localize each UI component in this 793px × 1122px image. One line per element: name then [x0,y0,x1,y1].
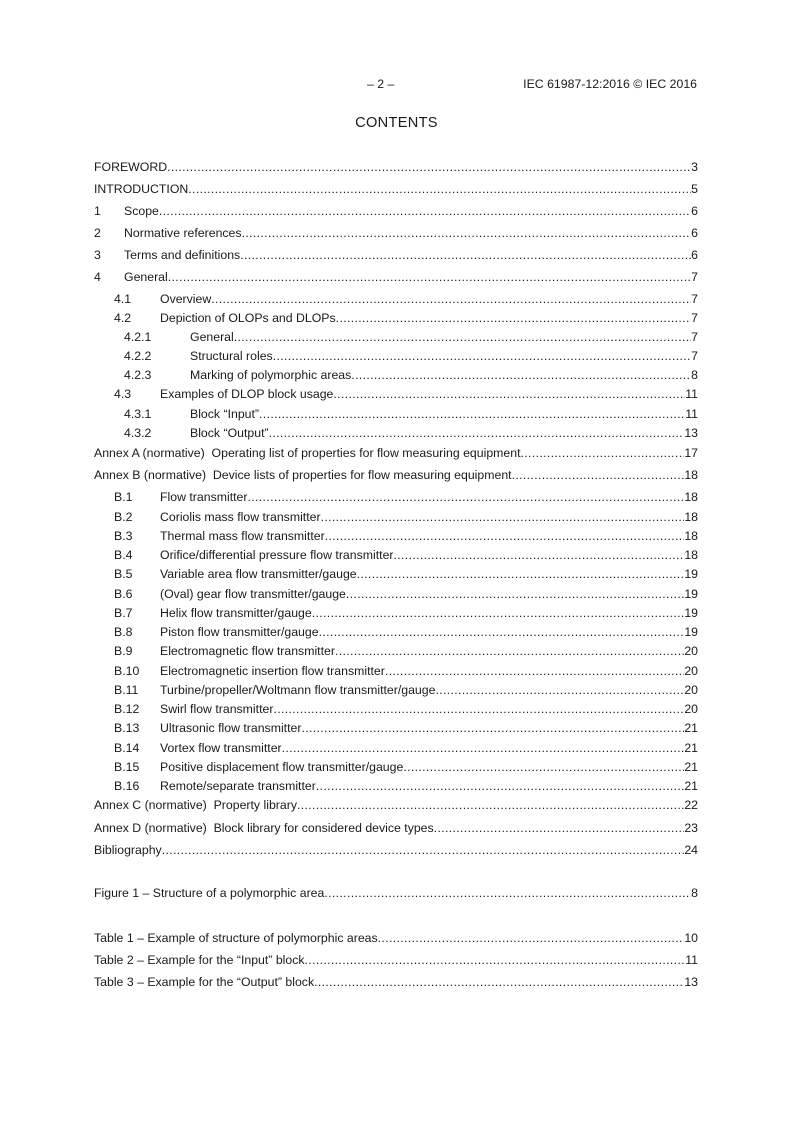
toc-entry-number: B.12 [114,702,140,716]
toc-entry-number: 4.3.2 [124,426,152,440]
toc-entry-page: 19 [684,625,698,639]
toc-entry-scope[interactable] [94,203,698,219]
toc-entry-label: Positive displacement flow transmitter/gauge [160,760,404,774]
leader-dots [321,509,685,525]
leader-dots [162,842,685,858]
leader-dots [301,720,684,736]
leader-dots [168,269,691,285]
toc-entry-page: 7 [691,270,698,284]
toc-entry-foreword[interactable] [94,159,698,175]
toc-entry-4-3-2[interactable] [94,425,698,441]
toc-entry-page: 8 [691,886,698,900]
toc-entry-label: Annex A (normative) Operating list of properties for flow measuring equipment [94,446,521,460]
toc-entry-annex-c[interactable] [94,797,698,813]
toc-entry-page: 19 [684,606,698,620]
toc-entry-label: Electromagnetic flow transmitter [160,644,335,658]
toc-entry-b-3[interactable] [94,528,698,544]
toc-entry-number: B.3 [114,529,133,543]
toc-entry-label: Bibliography [94,843,162,857]
toc-entry-label: Scope [124,204,159,218]
toc-entry-number: B.2 [114,510,133,524]
toc-entry-number: B.11 [114,683,139,697]
toc-entry-figure-1[interactable] [94,885,698,901]
toc-entry-label: General [190,330,234,344]
toc-entry-page: 17 [684,446,698,460]
toc-entry-label: Table 1 – Example of structure of polymorphic areas [94,931,378,945]
leader-dots [297,797,684,813]
toc-entry-page: 19 [684,567,698,581]
toc-entry-label: General [124,270,168,284]
toc-entry-label: Remote/separate transmitter [160,779,316,793]
leader-dots [240,247,691,263]
page-header [0,77,793,93]
toc-entry-label: Table 3 – Example for the “Output” block [94,975,315,989]
toc-entry-label: Structural roles [190,349,273,363]
toc-entry-page: 20 [684,702,698,716]
toc-entry-number: 1 [94,204,101,218]
toc-entry-b-4[interactable] [94,547,698,563]
toc-entry-page: 6 [691,204,698,218]
toc-entry-label: Electromagnetic insertion flow transmitter [160,664,385,678]
toc-entry-page: 13 [684,426,698,440]
toc-entry-table-1[interactable] [94,930,698,946]
toc-entry-page: 13 [684,975,698,989]
toc-entry-label: Flow transmitter [160,490,248,504]
toc-entry-number: 4.1 [114,292,132,306]
toc-entry-number: 4.3.1 [124,407,152,421]
toc-entry-number: 4.2.2 [124,349,152,363]
toc-entry-label: Terms and definitions [124,248,241,262]
leader-dots [259,406,685,422]
toc-entry-4-1[interactable] [94,291,698,307]
toc-entry-annex-a[interactable] [94,445,698,461]
toc-entry-number: B.16 [114,779,140,793]
leader-dots [333,386,685,402]
toc-entry-label: Annex C (normative) Property library [94,798,297,812]
toc-entry-annex-d[interactable] [94,820,698,836]
toc-entry-normative-references[interactable] [94,225,698,241]
leader-dots [435,682,684,698]
toc-entry-number: B.9 [114,644,133,658]
toc-entry-b-16[interactable] [94,778,698,794]
toc-entry-label: Vortex flow transmitter [160,741,282,755]
toc-entry-page: 21 [684,779,698,793]
toc-entry-page: 20 [684,644,698,658]
toc-entry-b-10[interactable] [94,663,698,679]
leader-dots [521,445,685,461]
toc-entry-page: 21 [684,721,698,735]
toc-entry-4-2[interactable] [94,310,698,326]
toc-entry-label: Examples of DLOP block usage [160,387,334,401]
toc-entry-b-9[interactable] [94,643,698,659]
toc-entry-page: 18 [684,510,698,524]
leader-dots [159,203,691,219]
leader-dots [247,489,684,505]
toc-entry-label: Depiction of OLOPs and DLOPs [160,311,336,325]
toc-entry-number: B.10 [114,664,140,678]
toc-entry-page: 6 [691,226,698,240]
toc-entry-b-11[interactable] [94,682,698,698]
toc-entry-label: Overview [160,292,212,306]
toc-entry-b-7[interactable] [94,605,698,621]
toc-entry-b-5[interactable] [94,566,698,582]
leader-dots [242,225,692,241]
toc-entry-label: INTRODUCTION [94,182,189,196]
page-title: CONTENTS [355,115,438,131]
toc-entry-b-13[interactable] [94,720,698,736]
leader-dots [167,159,691,175]
toc-entry-number: B.1 [114,490,133,504]
leader-dots [282,740,685,756]
leader-dots [324,885,691,901]
toc-entry-page: 7 [691,311,698,325]
toc-entry-page: 19 [684,587,698,601]
toc-entry-label: Figure 1 – Structure of a polymorphic area [94,886,325,900]
toc-entry-4-2-3[interactable] [94,367,698,383]
leader-dots [378,930,685,946]
toc-entry-introduction[interactable] [94,181,698,197]
toc-entry-page: 10 [684,931,698,945]
toc-entry-label: Normative references [124,226,242,240]
toc-entry-label: Swirl flow transmitter [160,702,274,716]
toc-entry-page: 24 [684,843,698,857]
toc-entry-number: B.6 [114,587,133,601]
toc-entry-label: Orifice/differential pressure flow transmitter [160,548,394,562]
toc-entry-page: 5 [691,182,698,196]
toc-entry-label: Marking of polymorphic areas [190,368,352,382]
toc-entry-number: B.7 [114,606,133,620]
toc-entry-number: 4 [94,270,101,284]
leader-dots [188,181,691,197]
toc-entry-page: 7 [691,292,698,306]
toc-entry-page: 7 [691,349,698,363]
toc-entry-label: Block “Output” [190,426,269,440]
leader-dots [234,329,691,345]
leader-dots [385,663,684,679]
toc-entry-number: 3 [94,248,101,262]
toc-entry-label: (Oval) gear flow transmitter/gauge [160,587,346,601]
toc-entry-bibliography[interactable] [94,842,698,858]
toc-entry-b-2[interactable] [94,509,698,525]
toc-entry-page: 18 [684,529,698,543]
leader-dots [305,952,686,968]
toc-entry-number: 2 [94,226,101,240]
leader-dots [211,291,691,307]
toc-entry-number: B.4 [114,548,133,562]
toc-entry-page: 21 [684,760,698,774]
toc-entry-number: 4.2.1 [124,330,152,344]
toc-entry-number: 4.2 [114,311,132,325]
toc-entry-b-6[interactable] [94,586,698,602]
toc-entry-label: Variable area flow transmitter/gauge [160,567,357,581]
toc-entry-page: 7 [691,330,698,344]
leader-dots [314,974,684,990]
toc-entry-page: 18 [684,548,698,562]
toc-entry-page: 18 [684,468,698,482]
leader-dots [269,425,685,441]
leader-dots [335,643,684,659]
toc-entry-table-2[interactable] [94,952,698,968]
toc-entry-b-12[interactable] [94,701,698,717]
toc-entry-number: B.8 [114,625,133,639]
toc-entry-b-15[interactable] [94,759,698,775]
toc-entry-number: B.14 [114,741,140,755]
toc-entry-number: B.13 [114,721,140,735]
toc-entry-annex-b[interactable] [94,467,698,483]
leader-dots [319,624,685,640]
toc-entry-label: Coriolis mass flow transmitter [160,510,321,524]
leader-dots [512,467,685,483]
toc-entry-page: 3 [691,160,698,174]
toc-entry-label: Piston flow transmitter/gauge [160,625,319,639]
toc-entry-label: Annex D (normative) Block library for considered device types [94,821,434,835]
toc-entry-b-1[interactable] [94,489,698,505]
toc-entry-label: Turbine/propeller/Woltmann flow transmitter/gauge [160,683,436,697]
toc-entry-label: Ultrasonic flow transmitter [160,721,302,735]
leader-dots [403,759,684,775]
leader-dots [273,701,684,717]
leader-dots [434,820,685,836]
toc-entry-4-3[interactable] [94,386,698,402]
leader-dots [273,348,691,364]
leader-dots [357,566,685,582]
leader-dots [351,367,691,383]
page-number: – 2 – [367,77,395,91]
document-reference: IEC 61987-12:2016 © IEC 2016 [523,77,697,91]
toc-entry-general[interactable] [94,269,698,285]
toc-entry-terms-definitions[interactable] [94,247,698,263]
toc-entry-page: 22 [684,798,698,812]
toc-entry-page: 21 [684,741,698,755]
toc-entry-b-8[interactable] [94,624,698,640]
toc-entry-label: FOREWORD [94,160,168,174]
toc-entry-4-3-1[interactable] [94,406,698,422]
toc-entry-number: 4.3 [114,387,132,401]
toc-entry-page: 6 [691,248,698,262]
leader-dots [394,547,685,563]
toc-entry-page: 18 [684,490,698,504]
toc-entry-page: 8 [691,368,698,382]
toc-entry-label: Table 2 – Example for the “Input” block [94,953,305,967]
toc-entry-number: 4.2.3 [124,368,152,382]
toc-entry-label: Thermal mass flow transmitter [160,529,325,543]
leader-dots [336,310,691,326]
toc-entry-table-3[interactable] [94,974,698,990]
leader-dots [325,528,685,544]
toc-entry-number: B.15 [114,760,140,774]
leader-dots [316,778,684,794]
toc-entry-4-2-1[interactable] [94,329,698,345]
toc-entry-number: B.5 [114,567,133,581]
toc-entry-b-14[interactable] [94,740,698,756]
toc-entry-page: 11 [685,407,698,421]
toc-entry-page: 11 [685,387,698,401]
toc-entry-4-2-2[interactable] [94,348,698,364]
toc-entry-page: 20 [684,664,698,678]
toc-entry-label: Annex B (normative) Device lists of properties for flow measuring equipment [94,468,512,482]
toc-entry-page: 23 [684,821,698,835]
toc-entry-page: 11 [685,953,698,967]
toc-entry-label: Block “Input” [190,407,260,421]
toc-entry-page: 20 [684,683,698,697]
leader-dots [312,605,685,621]
leader-dots [346,586,684,602]
toc-entry-label: Helix flow transmitter/gauge [160,606,312,620]
